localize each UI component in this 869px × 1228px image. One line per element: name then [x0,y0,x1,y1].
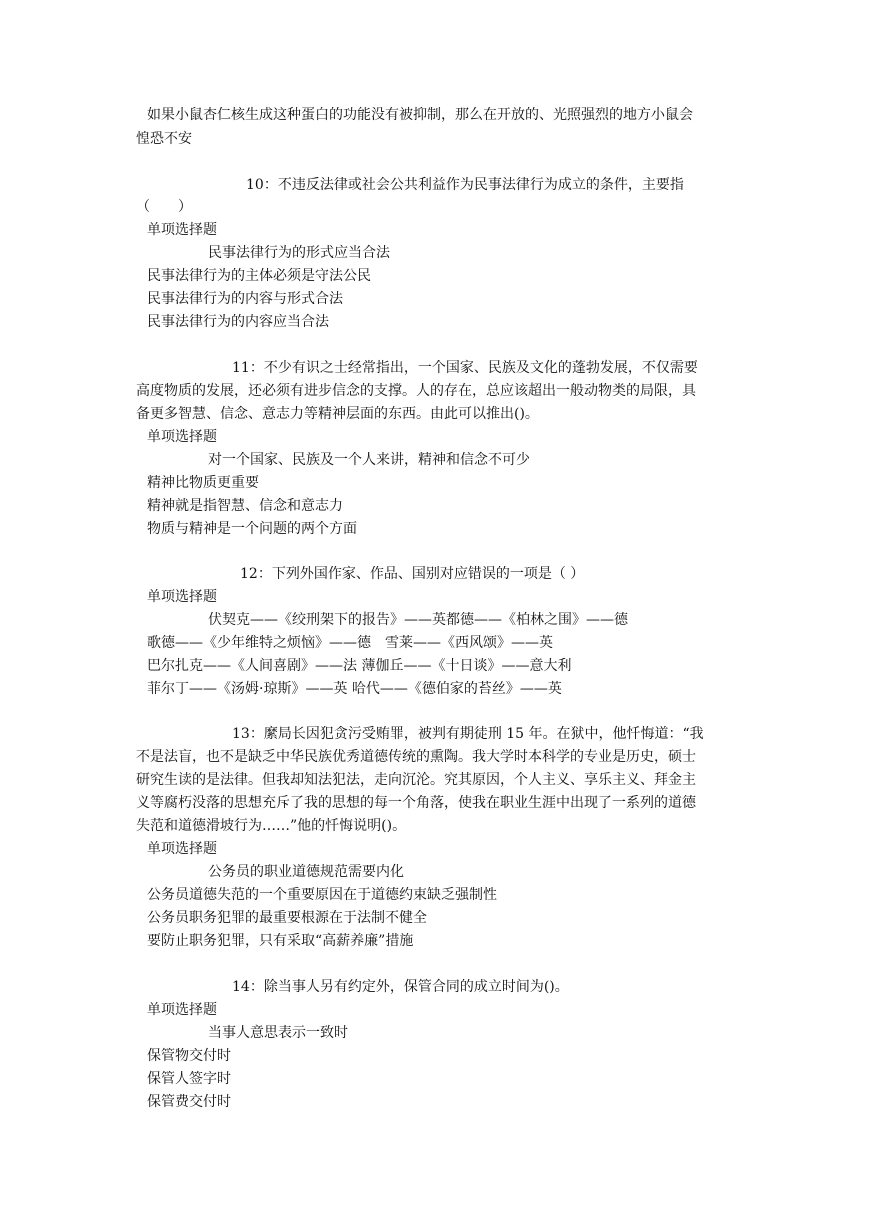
q10-option-c[interactable]: 民事法律行为的内容与形式合法 [147,291,343,307]
q11-stem-line-1: 11：不少有识之士经常指出，一个国家、民族及文化的蓬勃发展，不仅需要 [232,360,698,376]
q12-option-c[interactable]: 巴尔扎克——《人间喜剧》——法 薄伽丘——《十日谈》——意大利 [147,658,572,674]
q12-option-b[interactable]: 歌德——《少年维特之烦恼》——德 雪莱——《西风颂》——英 [147,635,553,651]
q11-type-label: 单项选择题 [147,429,217,445]
q13-type-label: 单项选择题 [147,841,217,857]
q13-option-c[interactable]: 公务员职务犯罪的最重要根源在于法制不健全 [147,910,427,926]
q11-option-b[interactable]: 精神比物质更重要 [147,475,259,491]
q13-stem-line-4: 义等腐朽没落的思想充斥了我的思想的每一个角落，使我在职业生涯中出现了一系列的道德 [136,795,696,811]
q14-stem-line-1: 14：除当事人另有约定外，保管合同的成立时间为()。 [232,979,569,995]
q13-option-d[interactable]: 要防止职务犯罪，只有采取“高薪养廉”措施 [147,933,414,949]
q11-option-d[interactable]: 物质与精神是一个问题的两个方面 [147,521,357,537]
intro-line-1: 如果小鼠杏仁核生成这种蛋白的功能没有被抑制，那么在开放的、光照强烈的地方小鼠会 [147,107,693,123]
q13-option-b[interactable]: 公务员道德失范的一个重要原因在于道德约束缺乏强制性 [147,887,497,903]
q11-option-c[interactable]: 精神就是指智慧、信念和意志力 [147,498,343,514]
q10-option-d[interactable]: 民事法律行为的内容应当合法 [147,314,329,330]
q12-option-a[interactable]: 伏契克——《绞刑架下的报告》——英都德——《柏林之围》——德 [208,612,628,628]
q11-stem-line-2: 高度物质的发展，还必须有进步信念的支撑。人的存在，总应该超出一般动物类的局限，具 [136,383,696,399]
q12-type-label: 单项选择题 [147,589,217,605]
q13-option-a[interactable]: 公务员的职业道德规范需要内化 [208,864,404,880]
q14-type-label: 单项选择题 [147,1002,217,1018]
q10-option-b[interactable]: 民事法律行为的主体必须是守法公民 [147,268,371,284]
q13-stem-line-5: 失范和道德滑坡行为……”他的忏悔说明()。 [136,818,407,834]
q10-type-label: 单项选择题 [147,222,217,238]
q10-option-a[interactable]: 民事法律行为的形式应当合法 [208,245,390,261]
q14-option-d[interactable]: 保管费交付时 [147,1094,231,1110]
q13-stem-line-3: 研究生读的是法律。但我却知法犯法，走向沉沦。究其原因，个人主义、享乐主义、拜金主 [136,772,696,788]
q12-option-d[interactable]: 菲尔丁——《汤姆·琼斯》——英 哈代——《德伯家的苔丝》——英 [147,681,562,697]
q13-stem-line-1: 13：縻局长因犯贪污受贿罪，被判有期徒刑 15 年。在狱中，他忏悔道：“我 [232,726,704,742]
intro-line-2: 惶恐不安 [136,131,192,147]
q10-stem-line-2: （ ） [136,199,192,215]
q10-stem-line-1: 10：不违反法律或社会公共利益作为民事法律行为成立的条件，主要指 [246,177,684,193]
q12-stem-line-1: 12：下列外国作家、作品、国别对应错误的一项是（ ） [240,566,585,582]
q11-option-a[interactable]: 对一个国家、民族及一个人来讲，精神和信念不可少 [208,452,530,468]
q11-stem-line-3: 备更多智慧、信念、意志力等精神层面的东西。由此可以推出()。 [136,406,539,422]
q14-option-a[interactable]: 当事人意思表示一致时 [208,1025,348,1041]
q13-stem-line-2: 不是法盲，也不是缺乏中华民族优秀道德传统的熏陶。我大学时本科学的专业是历史，硕士 [136,749,696,765]
q14-option-c[interactable]: 保管人签字时 [147,1071,231,1087]
q14-option-b[interactable]: 保管物交付时 [147,1048,231,1064]
